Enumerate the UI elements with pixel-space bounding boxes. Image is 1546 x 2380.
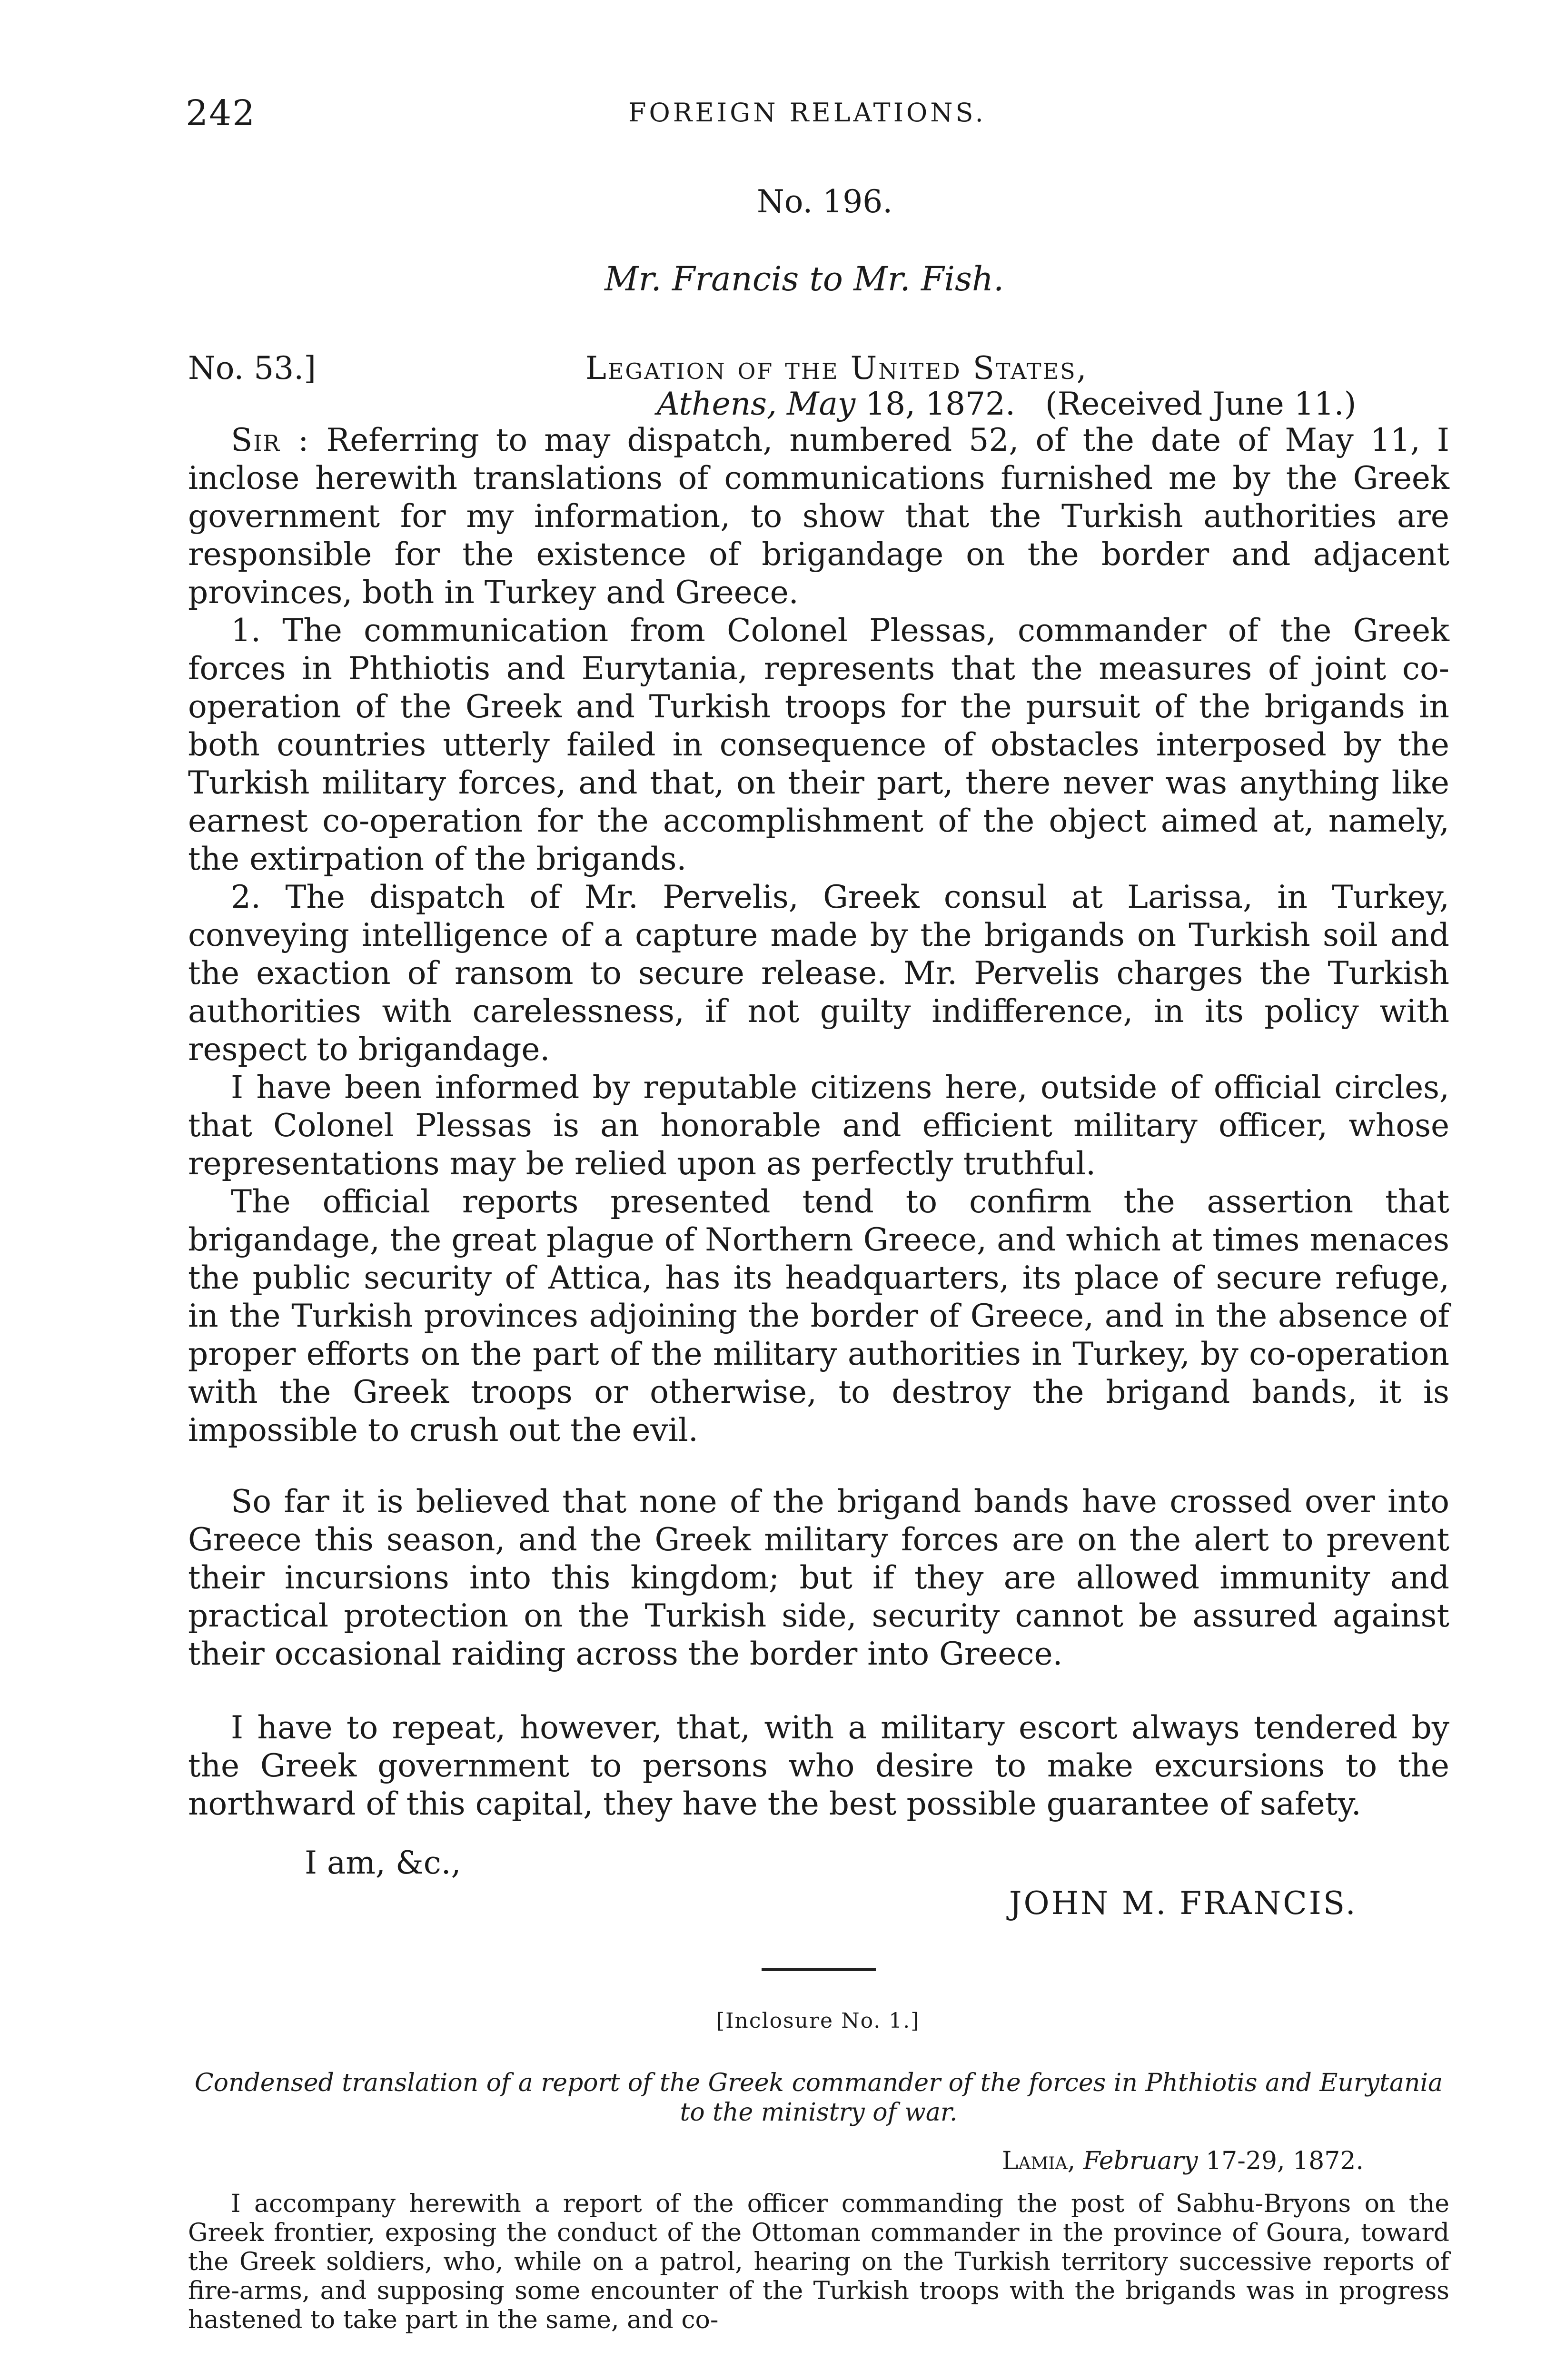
date-line — [657, 386, 1356, 422]
date-rest: 18, 1872. — [865, 386, 1016, 422]
inclosure-date-month: February — [1083, 2147, 1198, 2175]
paragraph-4: I have been informed by reputable citizens here, outside of official circles, that Colonel Plessas is an honorable and efficient military officer, whose representations may be relied upon as perfectly truthful. — [188, 1069, 1449, 1182]
inclosure-dateline — [1002, 2147, 1364, 2175]
closing: I am, &c., — [305, 1844, 461, 1881]
paragraph-6: So far it is believed that none of the brigand bands have crossed over into Greece this season, and the Greek military forces are on the alert to prevent their incursions into this kingdom; but if they are allowed immunity and practical protection on the Turkish side, security cannot be assured against their occasional raiding across the border into Greece. — [188, 1483, 1449, 1672]
legation-heading: Legation of the United States, — [585, 350, 1088, 387]
salutation: Sir : — [231, 422, 310, 458]
paragraph-7: I have to repeat, however, that, with a military escort always tendered by the Greek government to persons who desire to make excursions to the northward of this capital, they have the best possible guarantee of safety. — [188, 1709, 1449, 1822]
inclosure-text: I accompany herewith a report of the officer commanding the post of Sabhu-Bryons on the Greek frontier, exposing the conduct of the Ottoman commander in the province of Goura, toward the Greek soldiers, who, while on a patrol, hearing on the Turkish territory successive reports of fire-arms, and supposing some encounter of the Turkish troops with the brigands was in progress hastened to take part in the same, and co- — [188, 2190, 1449, 2334]
inclosure-date-rest: 17-29, 1872. — [1206, 2147, 1364, 2175]
inclosure-caption: Condensed translation of a report of the Greek commander of the forces in Phthiotis and Eurytania to the ministry of war. — [194, 2069, 1443, 2127]
received-note: (Received June 11.) — [1045, 386, 1357, 422]
paragraph-1 — [188, 421, 1449, 612]
signature: JOHN M. FRANCIS. — [1009, 1885, 1358, 1922]
document-number: No. 196. — [757, 183, 893, 220]
page-header — [186, 93, 1447, 145]
paragraph-3: 2. The dispatch of Mr. Pervelis, Greek consul at Larissa, in Turkey, conveying intelligence of a capture made by the brigands on Turkish soil and the exaction of ransom to secure release. Mr. Pervelis charges the Turkish authorities with carelessness, if not guilty indifference, in its policy with respect to brigandage. — [188, 879, 1449, 1068]
paragraph-5: The official reports presented tend to confirm the assertion that brigandage, the great plague of Northern Greece, and which at times menaces the public security of Attica, has its headquarters, its place of secure refuge, in the Turkish provinces adjoining the border of Greece, and in the absence of proper efforts on the part of the military authorities in Turkey, by co-operation with the Greek troops or otherwise, to destroy the brigand bands, it is impossible to crush out the evil. — [188, 1183, 1449, 1448]
paragraph-1-text: Referring to may dispatch, numbered 52, of the date of May 11, I inclose herewith translations of communications furnished me by the Greek government for my information, to show that the Turkish authorities are responsible for the existence of brigandage on the border and adjacent provinces, both in Turkey and Greece. — [188, 422, 1449, 611]
dispatch-number: No. 53.] — [188, 350, 316, 387]
running-head: FOREIGN RELATIONS. — [628, 98, 986, 128]
section-divider — [762, 1968, 876, 1971]
date-month: May — [786, 386, 856, 422]
inclosure-place: Lamia, — [1002, 2147, 1076, 2175]
paragraph-2: 1. The communication from Colonel Plessas, commander of the Greek forces in Phthiotis and Eurytania, represents that the measures of joint co-operation of the Greek and Turkish troops for the pursuit of the brigands in both countries utterly failed in consequence of obstacles interposed by the Turkish military forces, and that, on their part, there never was anything like earnest co-operation for the accomplishment of the object aimed at, namely, the extirpation of the brigands. — [188, 612, 1449, 877]
date-place: Athens, — [657, 386, 777, 422]
page-number: 242 — [186, 93, 256, 134]
inclosure-label: [Inclosure No. 1.] — [716, 2009, 920, 2033]
document-title: Mr. Francis to Mr. Fish. — [605, 259, 1004, 298]
